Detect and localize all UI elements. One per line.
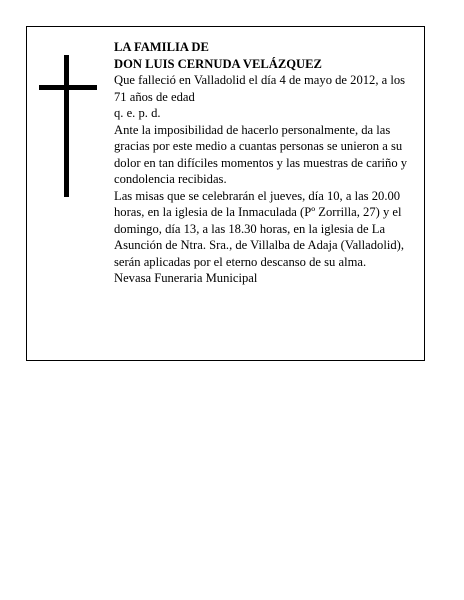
death-info: Que falleció en Valladolid el día 4 de mayo de 2012, a los 71 años de edad <box>114 73 406 104</box>
cross-icon <box>39 55 97 197</box>
notice-text <box>114 39 416 287</box>
thanks-paragraph: Ante la imposibilidad de hacerlo personalmente, da las gracias por este medio a cuantas personas se unieron a su dolor en tan difíciles momentos y las muestras de cariño y condolencia recibidas. <box>114 122 408 186</box>
family-heading: LA FAMILIA DE <box>114 40 209 54</box>
masses-paragraph: Las misas que se celebrarán el jueves, día 10, a las 20.00 horas, en la iglesia de la Inmaculada (Pº Zorrilla, 27) y el domingo, día 13, a las 18.30 horas, en la iglesia de La Asunción de Ntra. Sra., de Villalba de Adaja (Valladolid), serán aplicadas por el eterno descanso de su alma. <box>114 188 404 269</box>
cross-horizontal-bar <box>39 85 97 90</box>
funeral-home: Nevasa Funeraria Municipal <box>114 271 258 285</box>
rip-text: q. e. p. d. <box>114 106 161 120</box>
cross-vertical-bar <box>64 55 69 197</box>
deceased-name: DON LUIS CERNUDA VELÁZQUEZ <box>114 56 322 71</box>
